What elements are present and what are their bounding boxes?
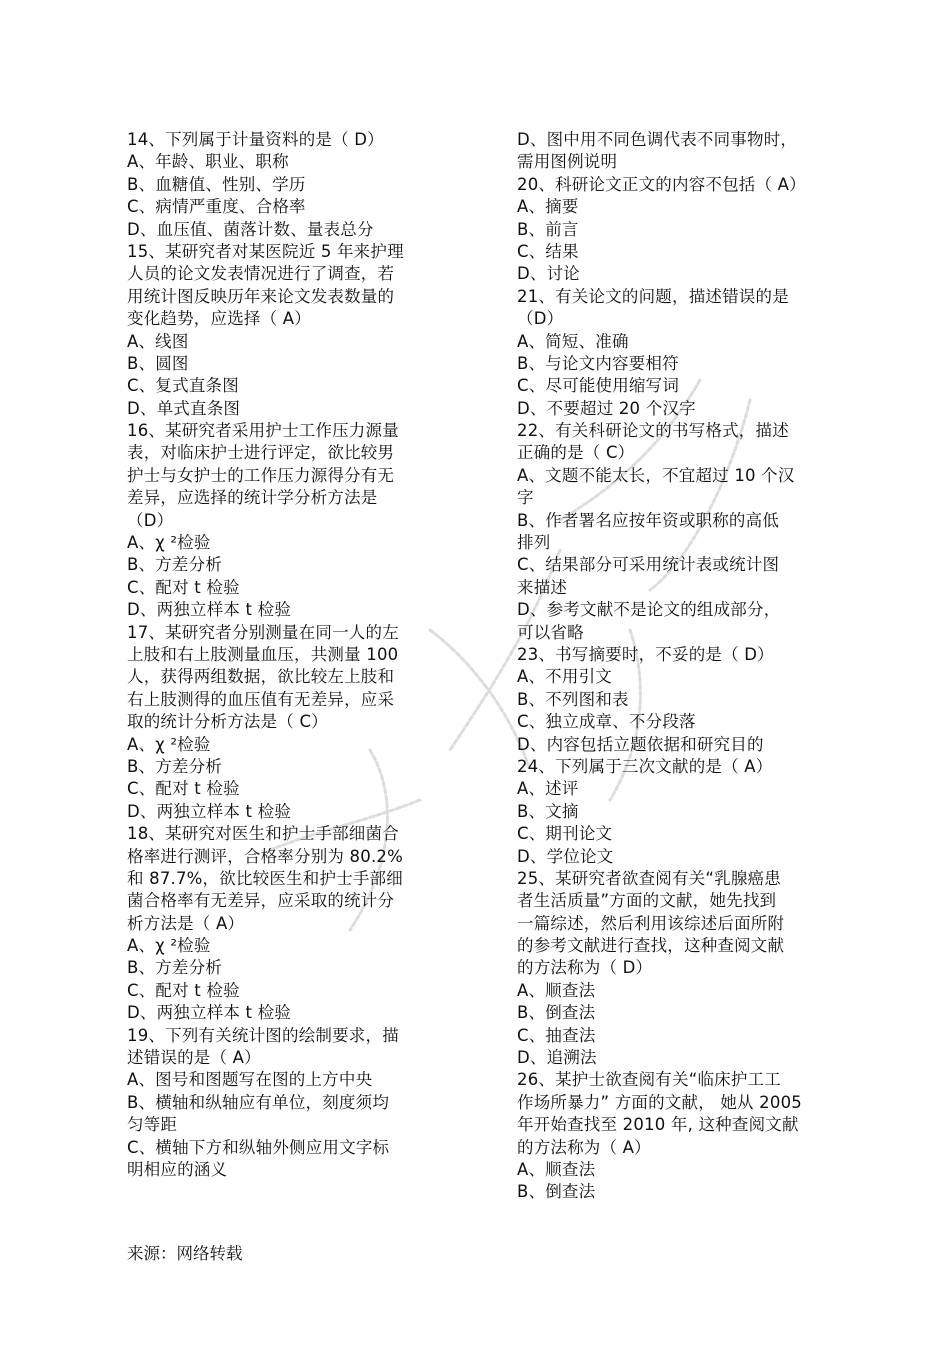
text-line: D、内容包括立题依据和研究目的 — [517, 734, 764, 754]
text-line: 的参考文献进行查找，这种查阅文献 — [517, 936, 785, 956]
text-line: B、方差分析 — [127, 555, 223, 575]
text-line: 作场所暴力” 方面的文献， 她从 2005 — [517, 1092, 802, 1112]
text-line: 17、某研究者分别测量在同一人的左 — [127, 622, 399, 642]
text-line: 来描述 — [517, 577, 568, 597]
text-line: 表，对临床护士进行评定，欲比较男 — [127, 443, 395, 463]
text-line: A、χ ²检验 — [127, 734, 211, 754]
text-line: C、抽查法 — [517, 1025, 596, 1045]
text-line: 护士与女护士的工作压力源得分有无 — [127, 465, 395, 485]
text-line: 正确的是（ C） — [517, 443, 635, 463]
text-line: 23、书写摘要时，不妥的是（ D） — [517, 644, 774, 664]
text-line: 匀等距 — [127, 1115, 178, 1135]
text-line: 差异，应选择的统计学分析方法是 — [127, 488, 378, 508]
text-line: B、与论文内容要相符 — [517, 353, 679, 373]
right-column — [517, 129, 827, 1204]
text-line: 年开始查找至 2010 年, 这种查阅文献 — [517, 1115, 799, 1135]
source-footer: 来源：网络转载 — [127, 1244, 243, 1263]
text-line: 上肢和右上肢测量血压，共测量 100 — [127, 644, 399, 664]
text-line: 和 87.7%，欲比较医生和护士手部细 — [127, 868, 403, 888]
text-line: A、顺查法 — [517, 1159, 596, 1179]
text-line: 26、某护士欲查阅有关“临床护工工 — [517, 1070, 781, 1090]
text-line: B、圆图 — [127, 353, 189, 373]
text-line: 字 — [517, 488, 534, 508]
text-line: 述错误的是（ A） — [127, 1048, 261, 1068]
text-line: A、摘要 — [517, 197, 579, 217]
text-line: B、血糖值、性别、学历 — [127, 174, 306, 194]
text-line: B、方差分析 — [127, 958, 223, 978]
text-line: 右上肢测得的血压值有无差异，应采 — [127, 689, 395, 709]
text-line: 14、下列属于计量资料的是（ D） — [127, 130, 384, 149]
text-line: C、结果 — [517, 241, 579, 261]
text-line: 析方法是（ A） — [127, 913, 245, 933]
text-line: C、结果部分可采用统计表或统计图 — [517, 555, 780, 575]
text-line: 18、某研究对医生和护士手部细菌合 — [127, 824, 399, 844]
text-line: 16、某研究者采用护士工作压力源量 — [127, 421, 399, 441]
text-line: 明相应的涵义 — [127, 1159, 228, 1179]
text-line: D、学位论文 — [517, 846, 614, 866]
text-line: B、倒查法 — [517, 1003, 596, 1023]
text-line: 人员的论文发表情况进行了调查，若 — [127, 264, 395, 284]
text-line: A、χ ²检验 — [127, 936, 211, 956]
text-line: D、参考文献不是论文的组成部分， — [517, 600, 781, 620]
text-line: C、期刊论文 — [517, 824, 613, 844]
text-line: B、前言 — [517, 219, 579, 239]
text-line: C、配对 t 检验 — [127, 980, 240, 1000]
text-line: D、血压值、菌落计数、量表总分 — [127, 219, 374, 239]
text-line: 24、下列属于三次文献的是（ A） — [517, 756, 773, 776]
text-line: D、讨论 — [517, 264, 581, 284]
text-line: A、不用引文 — [517, 667, 612, 687]
text-line: B、不列图和表 — [517, 689, 629, 709]
text-line: 者生活质量”方面的文献，她先找到 — [517, 891, 777, 911]
text-line: 排列 — [517, 533, 551, 553]
text-line: A、年龄、职业、职称 — [127, 152, 289, 172]
text-line: 需用图例说明 — [517, 152, 618, 172]
text-line: A、顺查法 — [517, 980, 596, 1000]
text-line: D、两独立样本 t 检验 — [127, 801, 292, 821]
text-line: 取的统计分析方法是（ C） — [127, 712, 328, 732]
text-line: 可以省略 — [517, 622, 584, 642]
text-line: C、尽可能使用缩写词 — [517, 376, 680, 396]
text-line: A、χ ²检验 — [127, 533, 211, 553]
text-line: D、图中用不同色调代表不同事物时， — [517, 130, 798, 149]
text-line: A、文题不能太长，不宜超过 10 个汉 — [517, 465, 795, 485]
text-line: 25、某研究者欲查阅有关“乳腺癌患 — [517, 868, 781, 888]
text-line: C、配对 t 检验 — [127, 577, 240, 597]
text-line: （D） — [127, 510, 174, 530]
text-line: D、两独立样本 t 检验 — [127, 1003, 292, 1023]
text-line: 菌合格率有无差异，应采取的统计分 — [127, 891, 395, 911]
text-line: 的方法称为（ A） — [517, 1137, 651, 1157]
text-line: D、单式直条图 — [127, 398, 241, 418]
text-line: C、病情严重度、合格率 — [127, 197, 306, 217]
left-column — [127, 129, 437, 1181]
text-line: C、横轴下方和纵轴外侧应用文字标 — [127, 1137, 390, 1157]
text-line: 22、有关科研论文的书写格式，描述 — [517, 421, 789, 441]
text-line: A、图号和图题写在图的上方中央 — [127, 1070, 373, 1090]
text-line: A、线图 — [127, 331, 189, 351]
text-line: 21、有关论文的问题，描述错误的是 — [517, 286, 789, 306]
text-line: B、方差分析 — [127, 756, 223, 776]
text-line: 格率进行测评，合格率分别为 80.2% — [127, 846, 403, 866]
text-line: D、两独立样本 t 检验 — [127, 600, 292, 620]
text-line: C、复式直条图 — [127, 376, 239, 396]
text-line: 的方法称为（ D） — [517, 958, 653, 978]
text-line: 19、下列有关统计图的绘制要求，描 — [127, 1025, 399, 1045]
text-line: 15、某研究者对某医院近 5 年来护理 — [127, 241, 404, 261]
text-line: D、追溯法 — [517, 1048, 597, 1068]
text-line: 变化趋势，应选择（ A） — [127, 309, 311, 329]
text-line: A、简短、准确 — [517, 331, 629, 351]
text-line: A、述评 — [517, 779, 579, 799]
text-line: C、独立成章、不分段落 — [517, 712, 696, 732]
text-line: B、倒查法 — [517, 1182, 596, 1202]
text-line: C、配对 t 检验 — [127, 779, 240, 799]
text-line: B、文摘 — [517, 801, 579, 821]
text-line: 一篇综述，然后利用该综述后面所附 — [517, 913, 785, 933]
text-line: 人，获得两组数据，欲比较左上肢和 — [127, 667, 395, 687]
text-line: B、横轴和纵轴应有单位，刻度须均 — [127, 1092, 390, 1112]
text-line: B、作者署名应按年资或职称的高低 — [517, 510, 780, 530]
text-line: （D） — [517, 309, 564, 329]
text-line: 用统计图反映历年来论文发表数量的 — [127, 286, 395, 306]
text-line: D、不要超过 20 个汉字 — [517, 398, 696, 418]
text-line: 20、科研论文正文的内容不包括（ A） — [517, 174, 806, 194]
